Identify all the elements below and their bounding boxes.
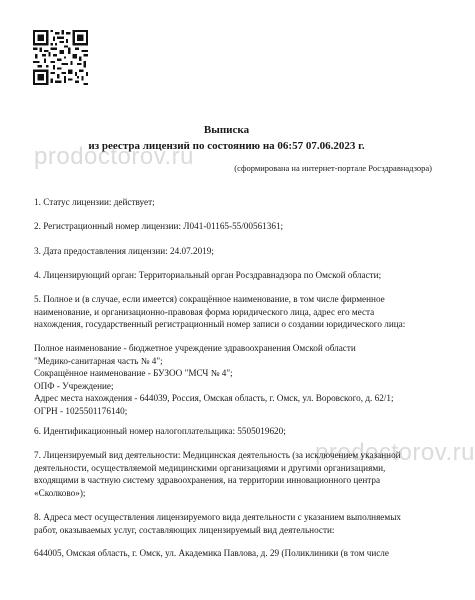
activity-addresses-heading: 8. Адреса мест осуществления лицензируемого вида деятельности с указанием выполняемых работ, оказываемых услуг, составляющих лицензируемый вид деятельности: [34,512,401,535]
watermark: prodoctorov.ru [34,143,194,170]
legal-form: ОПФ - Учреждение; [34,380,114,391]
short-name: Сокращённое наименование - БУЗОО "МСЧ № 4"; [34,368,233,378]
full-name: Полное наименование - бюджетное учреждение здравоохранения Омской области [34,343,356,353]
source-note: (сформирована на интернет-портале Росздравнадзора) [234,163,432,173]
licensing-authority: 4. Лицензирующий орган: Территориальный орган Росздравнадзора по Омской области; [34,270,382,280]
registration-number: 2. Регистрационный номер лицензии: Л041-01165-55/00561361; [34,221,284,231]
tax-id: 6. Идентификационный номер налогоплательщика: 5505019620; [34,426,286,436]
activity-address: 644005, Омская область, г. Омск, ул. Академика Павлова, д. 29 (Поликлиники (в том числе [34,548,389,558]
issue-date: 3. Дата предоставления лицензии: 24.07.2019; [34,246,214,256]
document-subtitle: из реестра лицензий по состоянию на 06:57 07.06.2023 г. [88,140,365,152]
legal-address: Адрес места нахождения - 644039, Россия, Омская область, г. Омск, ул. Воровского, д. 62/1; [34,393,394,403]
license-status: 1. Статус лицензии: действует; [34,197,155,207]
full-name-cont: "Медико-санитарная часть № 4"; [34,355,163,366]
legal-entity-heading: 5. Полное и (в случае, если имеется) сокращённое наименование, в том числе фирменное наименование, и организационно-правовая форма юридического лица, адрес его места нахождения, государственный регистрационный номер записи о создании юридического лица: [34,294,406,329]
licensed-activity: 7. Лицензируемый вид деятельности: Медицинская деятельность (за исключением указанной деятельности, осуществляемой медицинскими организациями и другими организациями, входящими в частную систему здравоохранения, на территории инновационного центра «Сколково»); [34,450,401,498]
watermark-2: prodoctorov.ru [315,439,475,466]
document-title: Выписка [203,124,250,136]
qr-code-icon [33,30,88,85]
organization-details [34,342,439,417]
ogrn: ОГРН - 1025501176140; [34,405,128,416]
